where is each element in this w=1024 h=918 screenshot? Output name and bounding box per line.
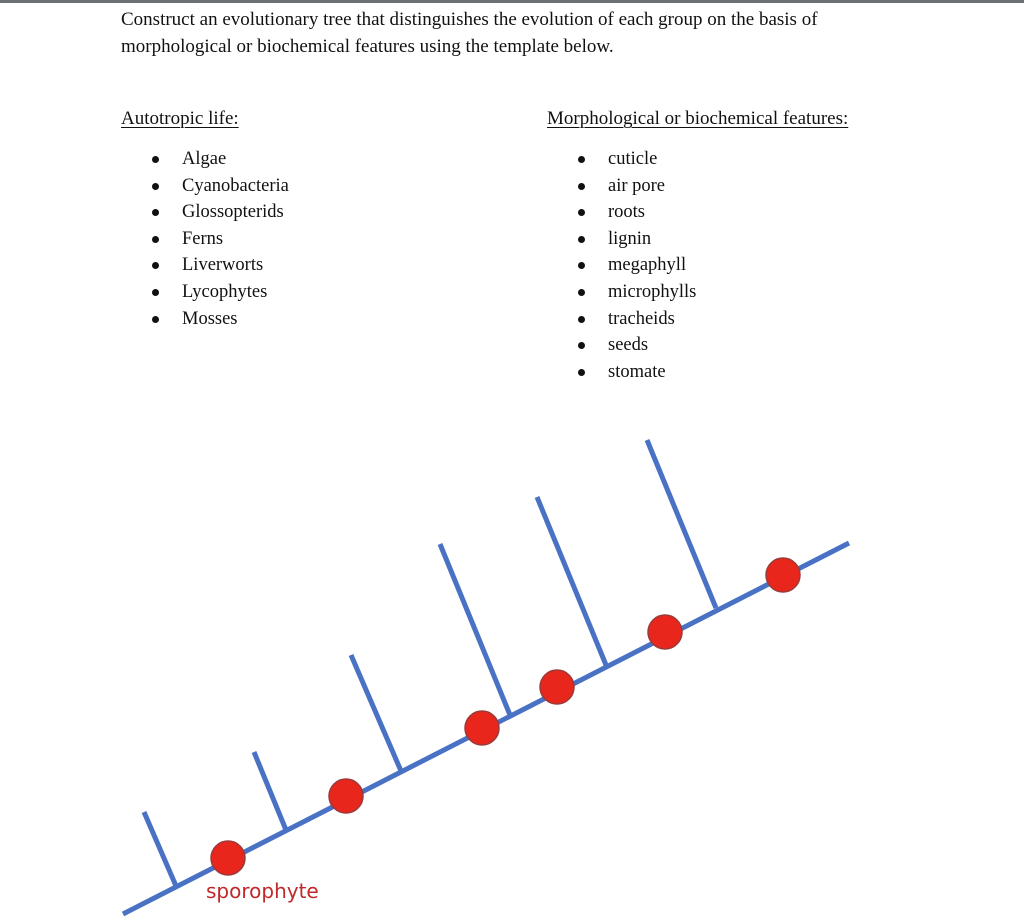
- autotropic-item-label: Lycophytes: [182, 281, 268, 302]
- tree-branch-line: [440, 544, 510, 715]
- instructions-text: Construct an evolutionary tree that distinguishes the evolution of each group on the basis of morphological or biochemical features using the template below.: [121, 9, 818, 57]
- tree-node: [465, 711, 499, 745]
- tree-node: [766, 558, 800, 592]
- autotropic-item-label: Mosses: [182, 308, 238, 329]
- feature-item-label: microphylls: [608, 281, 697, 302]
- sporophyte-label: sporophyte: [206, 879, 319, 903]
- autotropic-item-label: Glossopterids: [182, 202, 284, 223]
- feature-item-label: lignin: [608, 228, 652, 249]
- feature-item-label: roots: [608, 202, 645, 223]
- features-heading: Morphological or biochemical features:: [547, 108, 849, 129]
- autotropic-item-label: Cyanobacteria: [182, 175, 289, 196]
- autotropic-item-label: Liverworts: [182, 255, 264, 276]
- tree-node: [648, 615, 682, 649]
- tree-node: [329, 779, 363, 813]
- tree-node: [211, 841, 245, 875]
- tree-node: [540, 670, 574, 704]
- feature-item-label: air pore: [608, 175, 666, 196]
- autotropic-item-label: Ferns: [182, 228, 224, 249]
- feature-item-label: seeds: [608, 335, 649, 356]
- feature-item-label: stomate: [608, 361, 666, 382]
- tree-branch-line: [144, 812, 176, 886]
- feature-item-label: tracheids: [608, 308, 675, 329]
- tree-branch-line: [351, 655, 401, 771]
- feature-item-label: megaphyll: [608, 255, 687, 276]
- tree-branch-line: [647, 440, 716, 608]
- tree-branch-line: [254, 752, 286, 830]
- feature-item-label: cuticle: [608, 149, 658, 169]
- autotropic-item-label: Algae: [182, 149, 227, 169]
- tree-branch-line: [537, 497, 606, 665]
- autotropic-heading: Autotropic life:: [121, 108, 239, 129]
